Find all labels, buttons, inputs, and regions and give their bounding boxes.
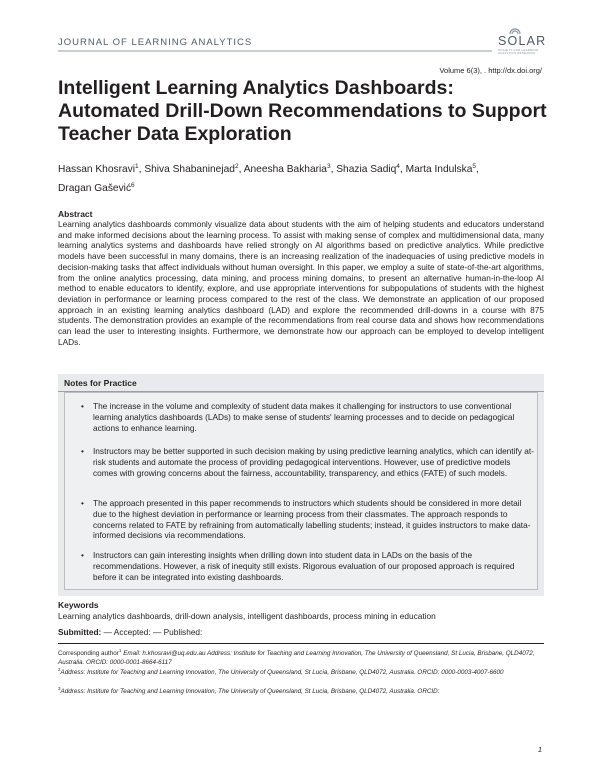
author-list: Hassan Khosravi$^1$, Shiva Shabaninejad$^2$, Aneesha Bakharia$^3$, Shazia Sadiq$^4$, Marta Indulska$^5$, Dragan Gašević$^6$ xyxy=(58,163,479,194)
footnote-mark: 1 xyxy=(118,648,122,653)
note-item xyxy=(81,498,535,541)
footnote-text: Address: Institute for Teaching and Learning Innovation, The University of Queensland, St Lucia, Brisbane, QLD4072, Australia. ORCID: xyxy=(60,688,440,695)
footnote-text: Address: Institute for Teaching and Learning Innovation, The University of Queensland, St Lucia, Brisbane, QLD4072, Australia. ORCID: 0000-0003-4007-6600 xyxy=(60,669,504,676)
author-name: Dragan Gašević xyxy=(58,183,132,194)
author-affiliation-mark: 6 xyxy=(131,182,135,189)
footnote-rule xyxy=(58,643,544,644)
title-line: Intelligent Learning Analytics Dashboards: xyxy=(58,77,454,99)
accepted-label: — Accepted: xyxy=(103,627,151,637)
author-name: Shiva Shabaninejad xyxy=(144,164,235,175)
author-affiliation-mark: 5 xyxy=(472,163,477,170)
keywords-heading: Keywords xyxy=(58,600,99,610)
bullet-icon: • xyxy=(81,446,84,456)
note-text: Instructors can gain interesting insights when drilling down into student data in LADs on the basis of the recommendations. However, a risk of inequity still exists. Rigorous evaluation of our proposed approach is required before it can be integrated into existing dashboards. xyxy=(93,550,515,582)
submitted-label: Submitted: xyxy=(58,627,102,637)
bullet-icon: • xyxy=(81,498,84,508)
author-affiliation-mark: 4 xyxy=(396,163,400,170)
author-affiliation-mark: 1 xyxy=(135,163,139,170)
footnote-prefix: Corresponding author xyxy=(58,650,119,657)
journal-name: JOURNAL OF LEARNING ANALYTICS xyxy=(58,37,253,48)
notes-title-bar xyxy=(58,374,544,392)
abstract-text: Learning analytics dashboards commonly visualize data about students with the aim of helping students and educators understand and make informed decisions about the learning process. To assist with making sense of complex and multidimensional data, many learning analytics systems and dashboards have relied strongly on AI algorithms based on predictive analytics. While predictive models have been successful in many domains, there is an increasing realization of the inadequacies of using predictive models in decision-making tasks that affect individuals without human oversight. In this paper, we employ a suite of state-of-the-art algorithms, from the online analytics processing, data mining, and process mining domains, to present an alternative human-in-the-loop AI method to enable educators to identify, explore, and use appropriate interventions for subpopulations of students with the highest deviation in performance or learning process compared to the rest of the class. We demonstrate an application of our proposed approach in an existing learning analytics dashboard (LAD) and explore the recommended drill-downs in a course with 875 students. The demonstration provides an example of the recommendations from real course data and shows how recommendations can lead the user to interesting insights. Furthermore, we demonstrate how our approach can be employed to develop intelligent LADs. xyxy=(58,219,544,347)
logo-text: SOLAR xyxy=(498,34,547,48)
submission-dates xyxy=(58,627,202,637)
author-name: Marta Indulska xyxy=(405,164,473,175)
header-rule xyxy=(58,50,492,52)
title-line: Automated Drill-Down Recommendations to Support xyxy=(58,100,547,122)
paper-title xyxy=(58,77,548,146)
notes-heading: Notes for Practice xyxy=(64,378,137,388)
footnote-3 xyxy=(58,684,544,696)
note-item xyxy=(81,446,535,478)
notes-for-practice-box xyxy=(58,374,544,596)
note-item xyxy=(81,550,535,582)
bullet-icon: • xyxy=(81,401,84,411)
logo-subtext: SOCIETY FOR LEARNING ANALYTICS RESEARCH xyxy=(498,48,539,55)
volume-line: Volume 6(3), . http://dx.doi.org/ xyxy=(439,66,542,75)
page-number: 1 xyxy=(537,745,542,754)
footnote-text: Email: h.khosravi@uq.edu.au Address: Institute for Teaching and Learning Innovation, The University of Queensland, St Lucia, Brisbane, QLD4072, Australia. ORCID: 0000-0001-8664-6117 xyxy=(58,650,535,666)
author-affiliation-mark: 2 xyxy=(234,163,239,170)
title-line: Teacher Data Exploration xyxy=(58,123,292,145)
note-item xyxy=(81,401,535,433)
author-name: Shazia Sadiq xyxy=(336,164,397,175)
footnote-corresponding xyxy=(58,646,544,667)
footnote-mark: 3 xyxy=(58,686,61,691)
author-affiliation-mark: 3 xyxy=(326,163,331,170)
journal-header xyxy=(58,34,547,58)
published-label: — Published: xyxy=(153,627,203,637)
author-name: Aneesha Bakharia xyxy=(243,164,327,175)
keywords-text: Learning analytics dashboards, drill-down analysis, intelligent dashboards, process mining in education xyxy=(58,611,436,621)
note-text: Instructors may be better supported in such decision making by using predictive learning analytics, which can identify at-risk students and automate the process of providing pedagogical interventions. However, use of predictive models comes with growing concerns about the fairness, accountability, transparency, and ethics (FATE) of such models. xyxy=(93,446,534,478)
footnote-mark: 2 xyxy=(58,667,61,672)
abstract-heading: Abstract xyxy=(58,209,93,219)
note-text: The approach presented in this paper recommends to instructors which students should be considered in more detail due to the highest deviation in performance or learning process from their classmates. The approach responds to concerns related to FATE by refraining from automatically labelling students; instead, it guides instructors to make data-informed decisions via recommendations. xyxy=(93,498,531,541)
notes-list xyxy=(64,392,538,590)
note-text: The increase in the volume and complexity of student data makes it challenging for instructors to use conventional learning analytics dashboards (LADs) to make sense of students' learning processes and to decide on pedagogical actions to enhance learning. xyxy=(93,401,515,433)
author-name: Hassan Khosravi xyxy=(58,164,136,175)
solar-logo xyxy=(490,32,547,58)
bullet-icon: • xyxy=(81,550,84,560)
footnote-2 xyxy=(58,665,544,677)
